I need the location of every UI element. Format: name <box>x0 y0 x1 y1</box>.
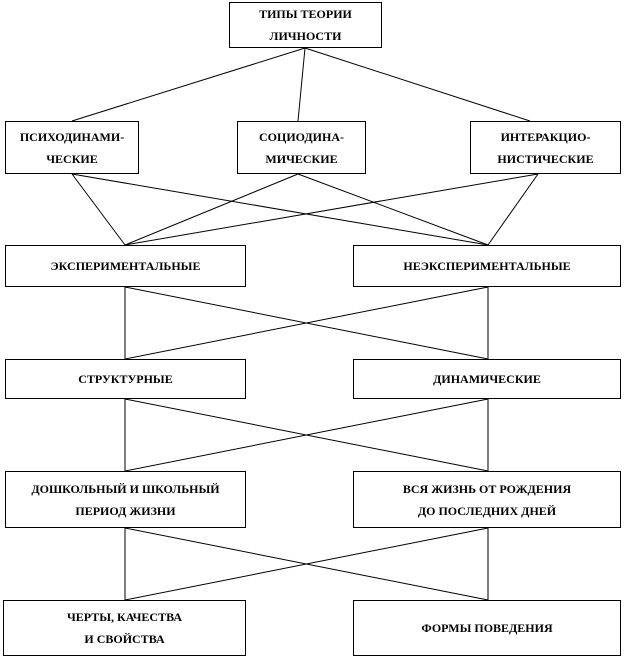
connector-sociodynamic-experimental <box>125 174 298 245</box>
connector-title-psychodynamic <box>72 48 305 121</box>
connector-psychodynamic-experimental <box>72 174 125 245</box>
connector-sociodynamic-nonexperimental <box>298 174 488 245</box>
connector-title-sociodynamic <box>298 48 305 121</box>
connector-interactionist-experimental <box>125 174 538 245</box>
node-traits-qualities: ЧЕРТЫ, КАЧЕСТВА И СВОЙСТВА <box>3 600 246 656</box>
node-behavior-forms: ФОРМЫ ПОВЕДЕНИЯ <box>353 600 621 656</box>
node-nonexperimental: НЕЭКСПЕРИМЕНТАЛЬНЫЕ <box>353 245 621 287</box>
connector-title-interactionist <box>305 48 530 121</box>
connector-interactionist-nonexperimental <box>488 174 538 245</box>
node-whole-life: ВСЯ ЖИЗНЬ ОТ РОЖДЕНИЯ ДО ПОСЛЕДНИХ ДНЕЙ <box>353 471 621 528</box>
node-title: ТИПЫ ТЕОРИИ ЛИЧНОСТИ <box>229 2 382 48</box>
connector-psychodynamic-nonexperimental <box>72 174 488 245</box>
node-preschool-school-period: ДОШКОЛЬНЫЙ И ШКОЛЬНЫЙ ПЕРИОД ЖИЗНИ <box>5 471 246 528</box>
node-psychodynamic: ПСИХОДИНАМИ- ЧЕСКИЕ <box>5 121 139 174</box>
node-sociodynamic: СОЦИОДИНА- МИЧЕСКИЕ <box>237 121 366 174</box>
node-dynamic: ДИНАМИЧЕСКИЕ <box>353 359 621 399</box>
node-interactionist: ИНТЕРАКЦИО- НИСТИЧЕСКИЕ <box>470 121 621 174</box>
node-structural: СТРУКТУРНЫЕ <box>5 359 246 399</box>
node-experimental: ЭКСПЕРИМЕНТАЛЬНЫЕ <box>5 245 246 287</box>
